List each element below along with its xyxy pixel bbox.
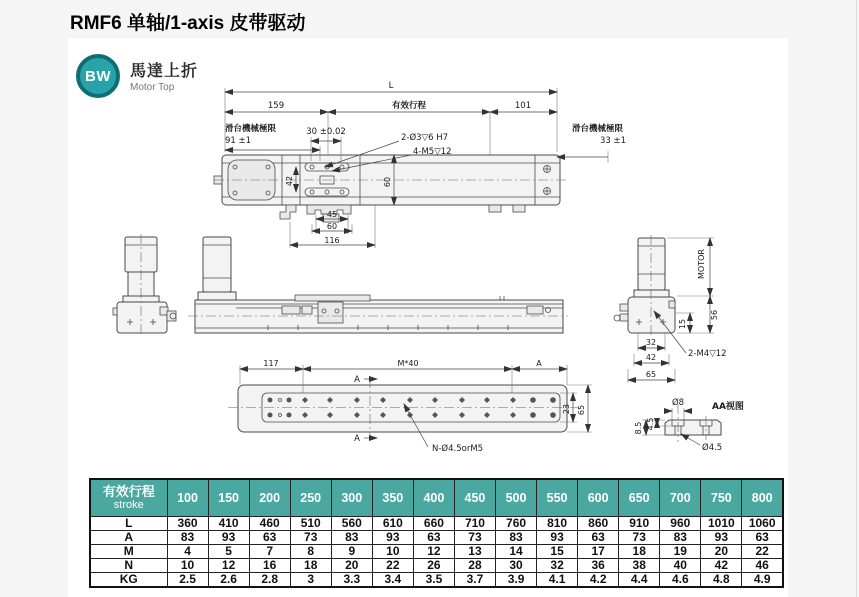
row-label-cell: KG <box>90 572 167 587</box>
motor-orientation-label-en: Motor Top <box>130 82 175 93</box>
dim-45: 45 <box>326 210 338 219</box>
spec-value-cell: 30 <box>496 558 537 572</box>
spec-value-cell: 810 <box>537 516 578 530</box>
hole-spec-bottom: 4-M5▽12 <box>413 147 452 157</box>
spec-value-cell: 93 <box>537 530 578 544</box>
drawing-left-end-view <box>113 234 176 337</box>
dim-116: 116 <box>324 236 340 245</box>
spec-value-cell: 4.8 <box>701 572 742 587</box>
spec-value-cell: 42 <box>701 558 742 572</box>
spec-value-cell: 93 <box>372 530 413 544</box>
spec-table-body <box>90 516 783 587</box>
spec-row <box>90 544 783 558</box>
drawing-section-aa <box>634 397 744 453</box>
motor-orientation-label-zh: 馬達上折 <box>130 63 199 80</box>
spec-row <box>90 558 783 572</box>
product-subtitle: 单轴/1-axis 皮带驱动 <box>121 13 306 34</box>
dia-8-label: Ø8 <box>671 398 685 408</box>
page-title <box>70 8 305 35</box>
spec-value-cell: 510 <box>290 516 331 530</box>
spec-value-cell: 4.4 <box>619 572 660 587</box>
spec-value-cell: 93 <box>208 530 249 544</box>
scroll-track-divider <box>856 0 857 597</box>
spec-row <box>90 530 783 544</box>
slide-limit-left-label: 滑台機械極限 <box>225 124 277 134</box>
spec-value-cell: 1060 <box>742 516 783 530</box>
dim-42b: 42 <box>645 353 657 362</box>
hole-spec-top: 2-Ø3▽6 H7 <box>401 133 449 143</box>
spec-value-cell: 93 <box>701 530 742 544</box>
spec-value-cell: 83 <box>660 530 701 544</box>
spec-value-cell: 860 <box>578 516 619 530</box>
row-label-cell: N <box>90 558 167 572</box>
dim-101: 101 <box>514 101 532 111</box>
dim-33: 33 ±1 <box>600 136 627 146</box>
dia-45-label: Ø4.5 <box>702 443 723 453</box>
dim-30: 30 ±0.02 <box>306 127 346 137</box>
drawing-side-view <box>188 237 568 333</box>
spec-value-cell: 8 <box>290 544 331 558</box>
stroke-header-en: stroke <box>113 499 144 512</box>
spec-value-cell: 15 <box>537 544 578 558</box>
spec-value-cell: 20 <box>331 558 372 572</box>
spec-value-cell: 360 <box>167 516 208 530</box>
n-hole-spec: N-Ø4.5orM5 <box>432 444 484 454</box>
spec-value-cell: 710 <box>454 516 495 530</box>
spec-value-cell: 3.5 <box>413 572 454 587</box>
spec-value-cell: 960 <box>660 516 701 530</box>
dim-15: 15 <box>678 318 687 330</box>
spec-value-cell: 40 <box>660 558 701 572</box>
dim-overall-length: L <box>388 81 394 91</box>
product-model: RMF6 <box>70 13 122 34</box>
datasheet-page <box>68 38 788 597</box>
spec-value-cell: 73 <box>454 530 495 544</box>
section-a-bottom: A <box>354 434 360 444</box>
spec-value-cell: 4 <box>167 544 208 558</box>
dim-a: A <box>536 359 542 368</box>
spec-value-cell: 10 <box>372 544 413 558</box>
spec-value-cell: 73 <box>290 530 331 544</box>
spec-value-cell: 63 <box>249 530 290 544</box>
m4-hole-spec: 2-M4▽12 <box>688 349 727 359</box>
dim-65b: 65 <box>577 404 586 416</box>
spec-row <box>90 516 783 530</box>
spec-table-container <box>89 478 784 588</box>
spec-value-cell: 36 <box>578 558 619 572</box>
dim-4-5: 4.5 <box>646 417 655 431</box>
stroke-value-header: 600 <box>578 479 619 516</box>
stroke-value-header: 100 <box>167 479 208 516</box>
spec-value-cell: 16 <box>249 558 290 572</box>
engineering-drawing <box>68 38 788 478</box>
spec-value-cell: 3.9 <box>496 572 537 587</box>
stroke-value-header: 800 <box>742 479 783 516</box>
spec-value-cell: 63 <box>578 530 619 544</box>
drawing-right-end-view <box>614 235 727 383</box>
stroke-value-header: 500 <box>496 479 537 516</box>
spec-value-cell: 410 <box>208 516 249 530</box>
spec-value-cell: 26 <box>413 558 454 572</box>
spec-value-cell: 660 <box>413 516 454 530</box>
spec-value-cell: 4.6 <box>660 572 701 587</box>
spec-value-cell: 4.9 <box>742 572 783 587</box>
aa-view-label: AA视图 <box>712 402 744 412</box>
spec-value-cell: 32 <box>537 558 578 572</box>
stroke-value-header: 650 <box>619 479 660 516</box>
spec-value-cell: 83 <box>167 530 208 544</box>
spec-value-cell: 20 <box>701 544 742 558</box>
dim-pitch: M*40 <box>397 359 419 368</box>
spec-value-cell: 22 <box>372 558 413 572</box>
spec-value-cell: 4.2 <box>578 572 619 587</box>
spec-value-cell: 3.7 <box>454 572 495 587</box>
spec-value-cell: 9 <box>331 544 372 558</box>
spec-value-cell: 13 <box>454 544 495 558</box>
spec-value-cell: 22 <box>742 544 783 558</box>
spec-value-cell: 14 <box>496 544 537 558</box>
dim-23: 23 <box>562 403 571 415</box>
stroke-value-header: 150 <box>208 479 249 516</box>
spec-value-cell: 46 <box>742 558 783 572</box>
spec-value-cell: 17 <box>578 544 619 558</box>
stroke-value-header: 750 <box>701 479 742 516</box>
dim-91: 91 ±1 <box>225 136 252 146</box>
stroke-value-header: 300 <box>331 479 372 516</box>
slide-limit-right-label: 滑台機械極限 <box>572 124 624 134</box>
spec-value-cell: 18 <box>619 544 660 558</box>
stroke-value-header: 550 <box>537 479 578 516</box>
spec-value-cell: 2.5 <box>167 572 208 587</box>
dim-65: 65 <box>645 370 657 379</box>
dim-42: 42 <box>285 175 294 187</box>
spec-value-cell: 910 <box>619 516 660 530</box>
spec-value-cell: 4.1 <box>537 572 578 587</box>
spec-value-cell: 12 <box>413 544 454 558</box>
spec-value-cell: 63 <box>742 530 783 544</box>
spec-header-row <box>90 479 783 516</box>
brand-logo-icon: BW <box>76 54 120 98</box>
dim-60: 60 <box>383 176 392 188</box>
spec-value-cell: 38 <box>619 558 660 572</box>
dim-60b: 60 <box>326 222 338 231</box>
spec-value-cell: 5 <box>208 544 249 558</box>
dim-56: 56 <box>710 309 719 321</box>
spec-value-cell: 3.4 <box>372 572 413 587</box>
spec-table <box>89 478 784 588</box>
spec-value-cell: 460 <box>249 516 290 530</box>
spec-value-cell: 28 <box>454 558 495 572</box>
drawing-top-view <box>214 81 626 248</box>
spec-value-cell: 12 <box>208 558 249 572</box>
dim-117: 117 <box>263 359 279 368</box>
spec-value-cell: 1010 <box>701 516 742 530</box>
drawing-plan-view <box>228 359 592 454</box>
spec-value-cell: 83 <box>496 530 537 544</box>
stroke-value-header: 250 <box>290 479 331 516</box>
spec-table-head <box>90 479 783 516</box>
dim-8-5: 8.5 <box>634 421 643 435</box>
spec-value-cell: 63 <box>413 530 454 544</box>
spec-value-cell: 73 <box>619 530 660 544</box>
stroke-header-cell <box>90 479 167 516</box>
spec-value-cell: 2.6 <box>208 572 249 587</box>
stroke-value-header: 200 <box>249 479 290 516</box>
spec-value-cell: 3 <box>290 572 331 587</box>
spec-value-cell: 3.3 <box>331 572 372 587</box>
spec-value-cell: 83 <box>331 530 372 544</box>
stroke-value-header: 700 <box>660 479 701 516</box>
spec-value-cell: 560 <box>331 516 372 530</box>
spec-value-cell: 2.8 <box>249 572 290 587</box>
spec-value-cell: 760 <box>496 516 537 530</box>
spec-row <box>90 572 783 587</box>
stroke-value-header: 400 <box>413 479 454 516</box>
spec-value-cell: 10 <box>167 558 208 572</box>
dim-32: 32 <box>645 338 657 347</box>
spec-value-cell: 19 <box>660 544 701 558</box>
row-label-cell: A <box>90 530 167 544</box>
stroke-header-zh: 有效行程 <box>102 484 155 500</box>
spec-value-cell: 18 <box>290 558 331 572</box>
motor-length-label: MOTOR <box>697 249 706 279</box>
row-label-cell: M <box>90 544 167 558</box>
stroke-value-header: 450 <box>454 479 495 516</box>
dim-159: 159 <box>267 101 285 111</box>
row-label-cell: L <box>90 516 167 530</box>
section-a-top: A <box>354 375 360 385</box>
stroke-value-header: 350 <box>372 479 413 516</box>
spec-value-cell: 7 <box>249 544 290 558</box>
effective-stroke-label: 有效行程 <box>391 101 427 111</box>
spec-value-cell: 610 <box>372 516 413 530</box>
